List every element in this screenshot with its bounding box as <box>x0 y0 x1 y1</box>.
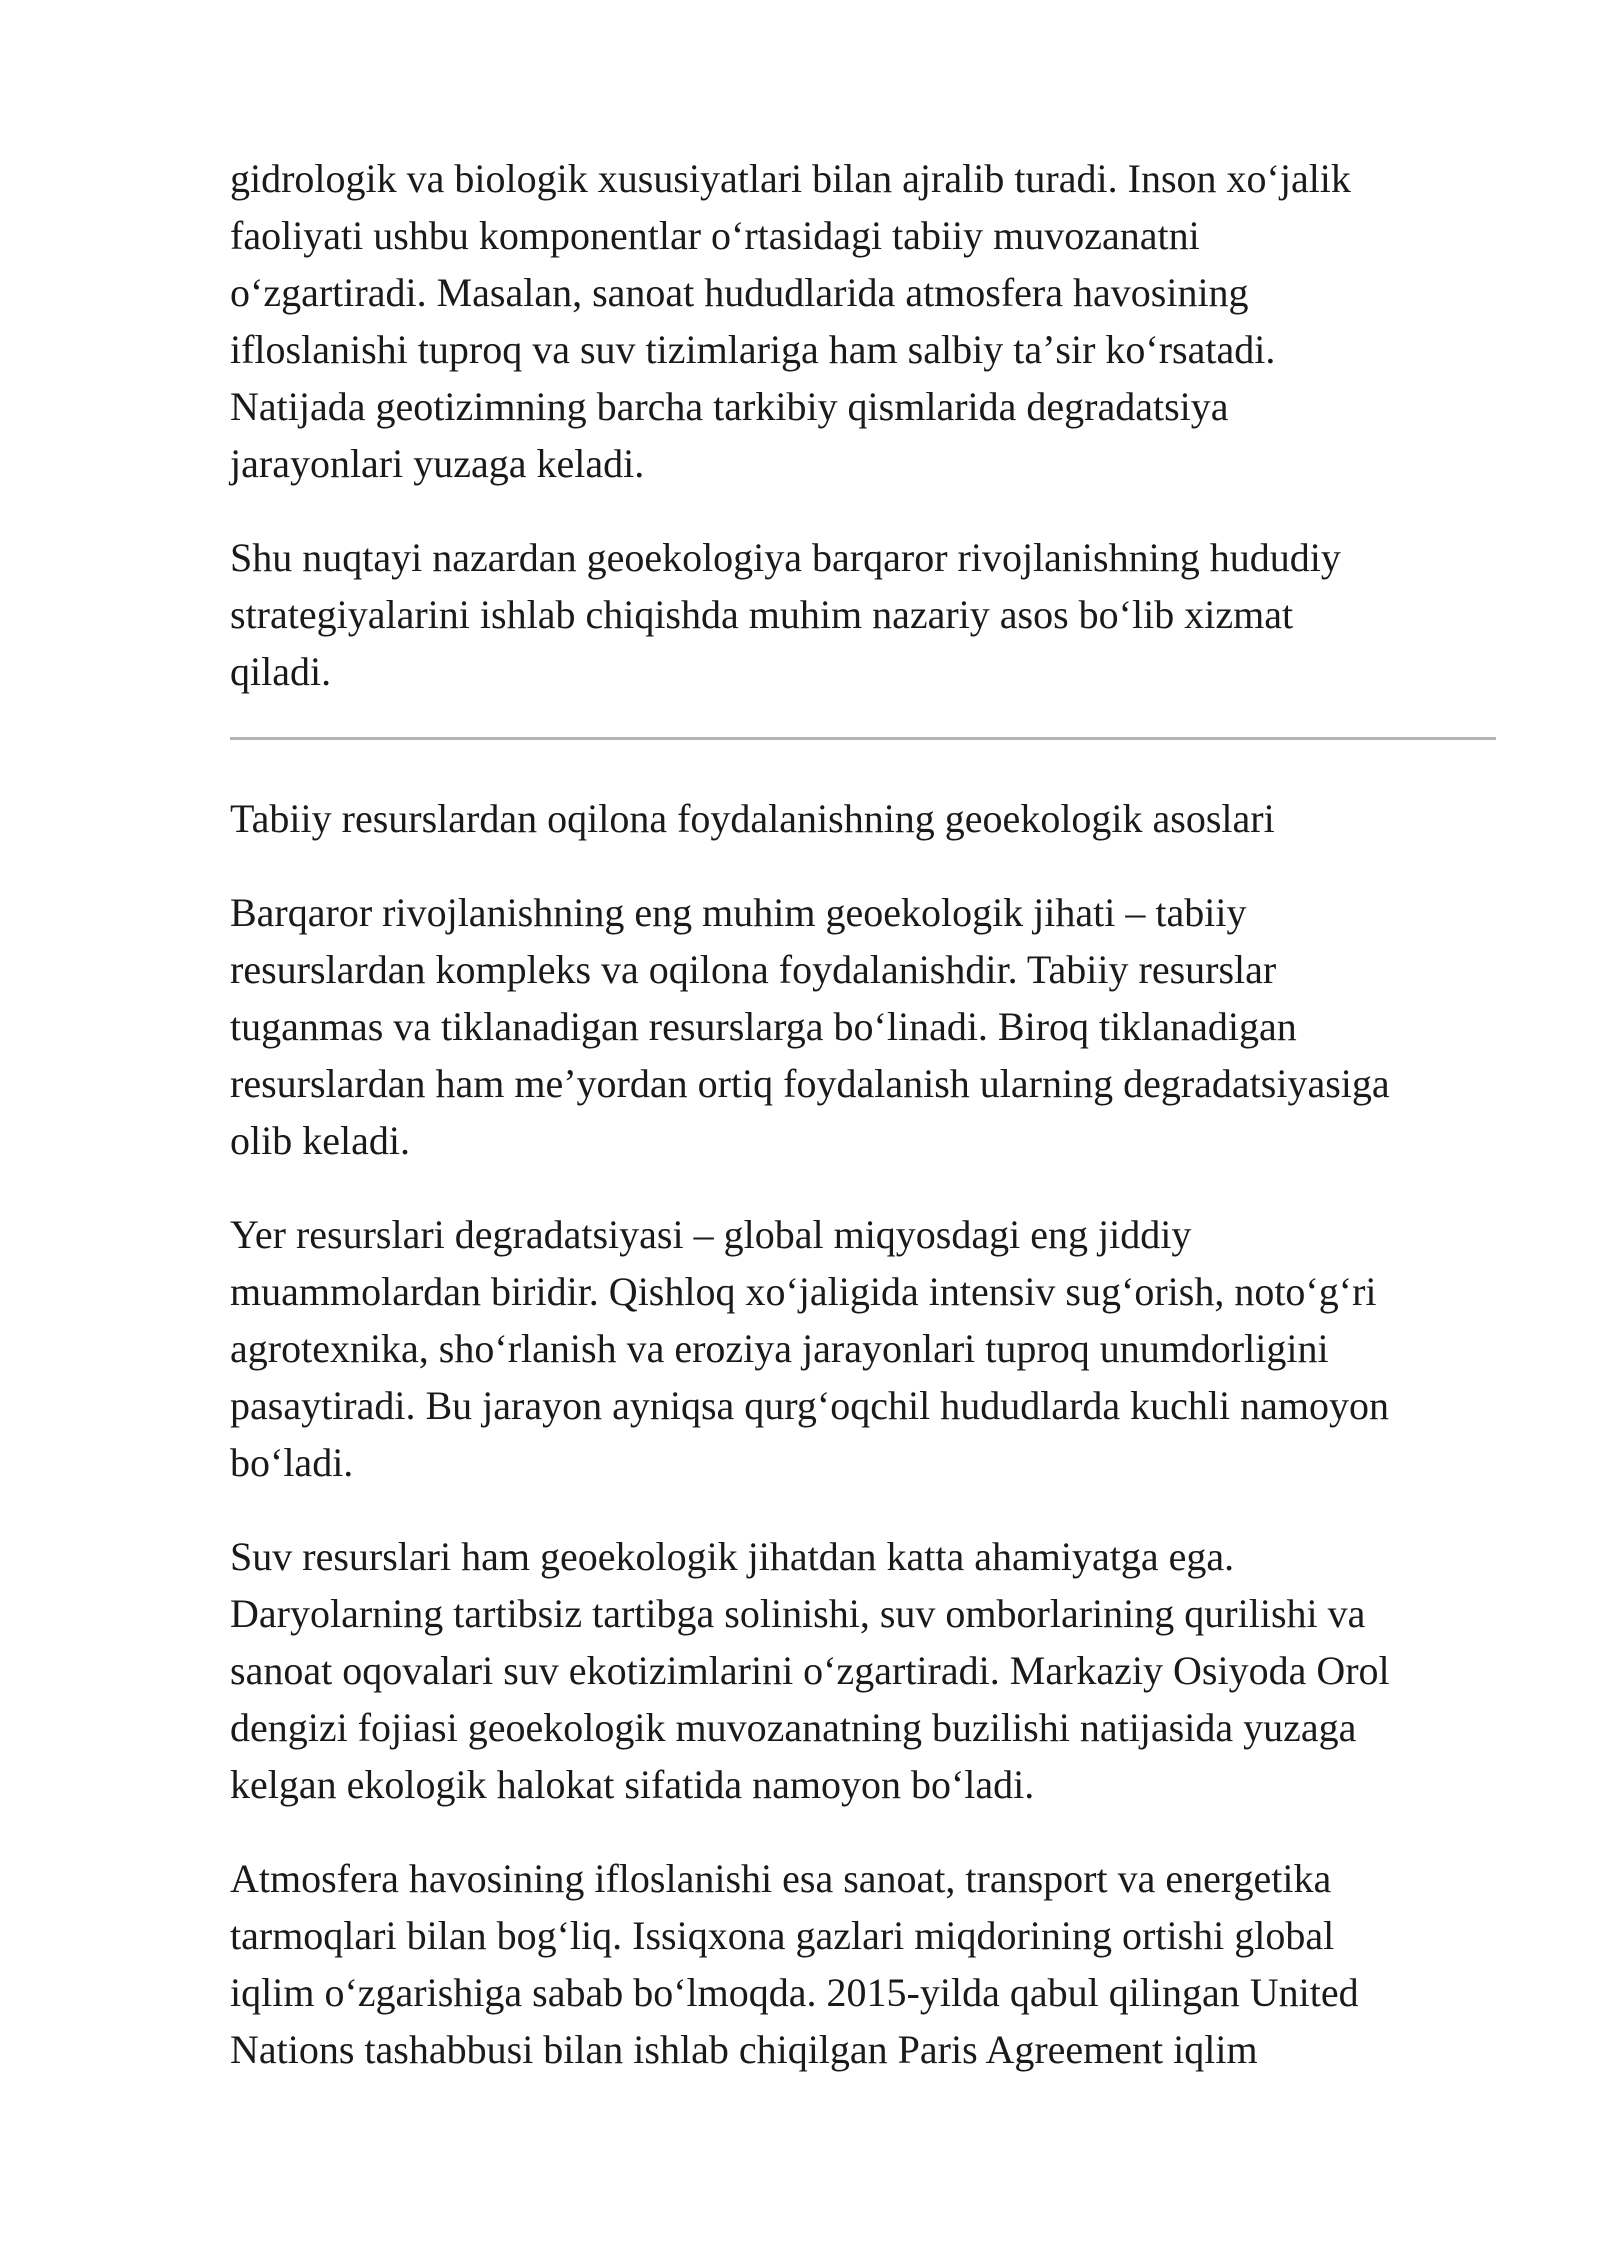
text-line: qiladi. <box>230 649 332 694</box>
horizontal-divider <box>230 737 1496 740</box>
text-line: resurslardan kompleks va oqilona foydalanishdir. Tabiiy resurslar <box>230 947 1277 992</box>
text-line: agrotexnika, shoʻrlanish va eroziya jarayonlari tuproq unumdorligini <box>230 1326 1329 1371</box>
text-line: Barqaror rivojlanishning eng muhim geoekologik jihati – tabiiy <box>230 890 1247 935</box>
paragraph-geoecology-basis <box>230 529 1500 700</box>
paragraph-water-resources <box>230 1528 1500 1813</box>
text-line: muammolardan biridir. Qishloq xoʻjaligida intensiv sugʻorish, notoʻgʻri <box>230 1269 1377 1314</box>
text-line: dengizi fojiasi geoekologik muvozanatning buzilishi natijasida yuzaga <box>230 1705 1357 1750</box>
text-line: faoliyati ushbu komponentlar oʻrtasidagi tabiiy muvozanatni <box>230 213 1200 258</box>
paragraph-air-pollution <box>230 1850 1500 2078</box>
paragraph-geosystem-components <box>230 150 1500 492</box>
text-line: tuganmas va tiklanadigan resurslarga boʻlinadi. Biroq tiklanadigan <box>230 1004 1297 1049</box>
text-line: tarmoqlari bilan bogʻliq. Issiqxona gazlari miqdorining ortishi global <box>230 1913 1335 1958</box>
text-line: jarayonlari yuzaga keladi. <box>230 441 645 486</box>
text-line: resurslardan ham meʼyordan ortiq foydalanish ularning degradatsiyasiga <box>230 1061 1390 1106</box>
document-page <box>230 150 1500 2115</box>
text-line: olib keladi. <box>230 1118 410 1163</box>
paragraph-land-degradation <box>230 1206 1500 1491</box>
paragraph-natural-resources <box>230 884 1500 1169</box>
text-line: pasaytiradi. Bu jarayon ayniqsa qurgʻoqchil hududlarda kuchli namoyon <box>230 1383 1389 1428</box>
text-line: Nations tashabbusi bilan ishlab chiqilgan Paris Agreement iqlim <box>230 2027 1258 2072</box>
text-line: strategiyalarini ishlab chiqishda muhim nazariy asos boʻlib xizmat <box>230 592 1294 637</box>
text-line: gidrologik va biologik xususiyatlari bilan ajralib turadi. Inson xoʻjalik <box>230 156 1351 201</box>
text-line: Atmosfera havosining ifloslanishi esa sanoat, transport va energetika <box>230 1856 1332 1901</box>
text-line: sanoat oqovalari suv ekotizimlarini oʻzgartiradi. Markaziy Osiyoda Orol <box>230 1648 1390 1693</box>
text-line: Daryolarning tartibsiz tartibga solinishi, suv omborlarining qurilishi va <box>230 1591 1366 1636</box>
text-line: boʻladi. <box>230 1440 354 1485</box>
text-line: Shu nuqtayi nazardan geoekologiya barqaror rivojlanishning hududiy <box>230 535 1341 580</box>
text-line: Suv resurslari ham geoekologik jihatdan katta ahamiyatga ega. <box>230 1534 1235 1579</box>
text-line: iqlim oʻzgarishiga sabab boʻlmoqda. 2015-yilda qabul qilingan United <box>230 1970 1359 2015</box>
text-line: ifloslanishi tuproq va suv tizimlariga ham salbiy taʼsir koʻrsatadi. <box>230 327 1276 372</box>
text-line: Yer resurslari degradatsiyasi – global miqyosdagi eng jiddiy <box>230 1212 1192 1257</box>
text-line: Natijada geotizimning barcha tarkibiy qismlarida degradatsiya <box>230 384 1229 429</box>
text-line: kelgan ekologik halokat sifatida namoyon boʻladi. <box>230 1762 1035 1807</box>
section-heading: Tabiiy resurslardan oqilona foydalanishning geoekologik asoslari <box>230 796 1275 841</box>
text-line: oʻzgartiradi. Masalan, sanoat hududlarida atmosfera havosining <box>230 270 1249 315</box>
